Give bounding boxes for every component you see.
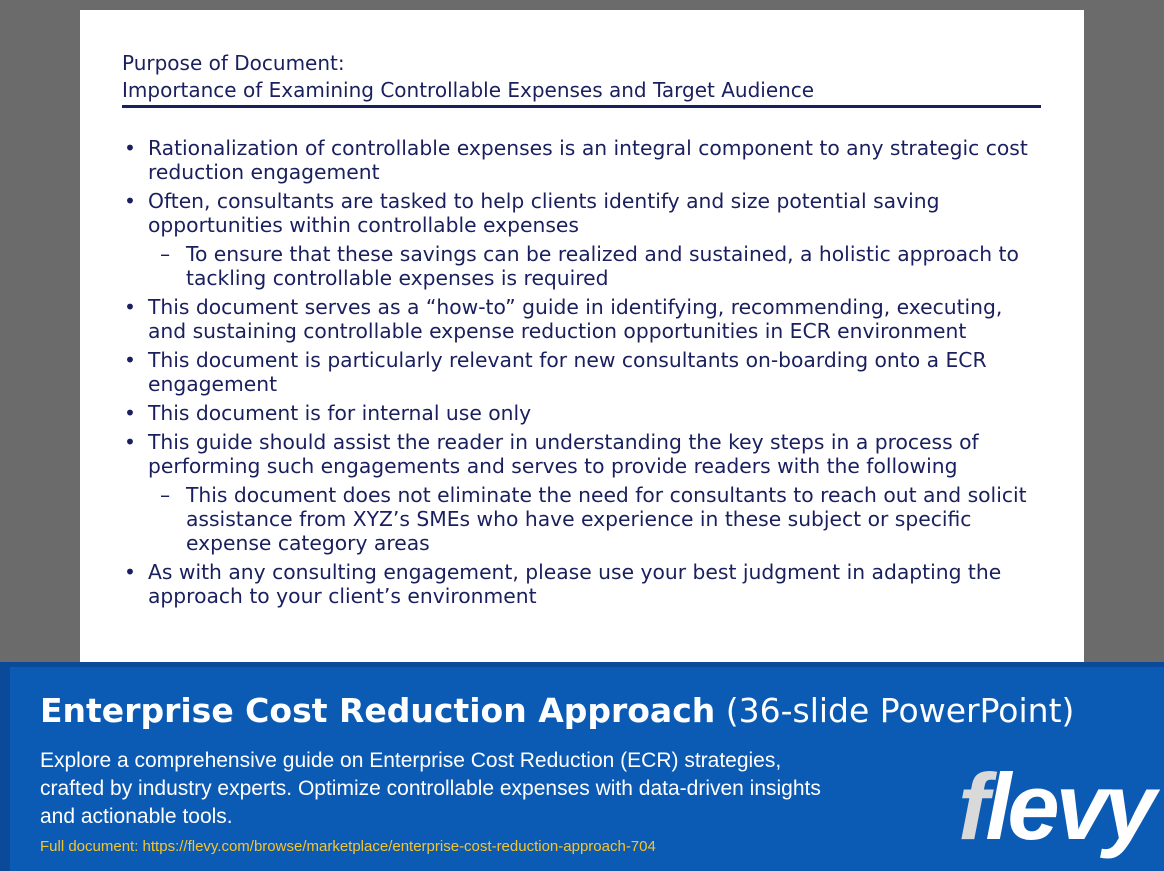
slide-title-line-2: Importance of Examining Controllable Expenses and Target Audience <box>122 78 815 102</box>
bullet-item: • This guide should assist the reader in understanding the key steps in a process of performing such engagements and serves to provide readers with the following <box>122 430 1042 478</box>
logo-letter-f: f <box>958 754 986 859</box>
bullet-item: • Often, consultants are tasked to help clients identify and size potential saving opportunities within controllable expenses <box>122 189 1042 237</box>
sub-bullet-item: – This document does not eliminate the need for consultants to reach out and solicit assistance from XYZ’s SMEs who have experience in these subject or specific expense category areas <box>122 483 1042 555</box>
banner-title-main: Enterprise Cost Reduction Approach <box>40 691 716 730</box>
bullet-item: • This document serves as a “how-to” guide in identifying, recommending, executing, and sustaining controllable expense reduction opportunities in ECR environment <box>122 295 1042 343</box>
logo-letters-rest: levy <box>985 754 1153 859</box>
bullet-item: • This document is for internal use only <box>122 401 1042 425</box>
bullet-item: • Rationalization of controllable expenses is an integral component to any strategic cost reduction engagement <box>122 136 1042 184</box>
banner-title <box>40 690 1074 732</box>
document-link[interactable]: Full document: https://flevy.com/browse/marketplace/enterprise-cost-reduction-approach-704 <box>40 838 656 855</box>
bullet-list <box>122 136 1042 613</box>
banner-title-subtitle: (36-slide PowerPoint) <box>725 691 1075 730</box>
bullet-item: • This document is particularly relevant for new consultants on-boarding onto a ECR engagement <box>122 348 1042 396</box>
sub-bullet-item: – To ensure that these savings can be realized and sustained, a holistic approach to tackling controllable expenses is required <box>122 242 1042 290</box>
banner-top-edge <box>0 662 1164 667</box>
slide-title <box>122 50 814 104</box>
banner-description: Explore a comprehensive guide on Enterprise Cost Reduction (ECR) strategies, crafted by industry experts. Optimize controllable expenses with data-driven insights and actionable tools. <box>40 749 821 828</box>
bullet-item: • As with any consulting engagement, please use your best judgment in adapting the approach to your client’s environment <box>122 560 1042 608</box>
banner-side-edge <box>0 662 10 871</box>
title-divider <box>122 105 1041 108</box>
slide <box>80 10 1084 662</box>
flevy-logo[interactable] <box>958 754 1153 859</box>
promo-banner <box>0 662 1164 871</box>
slide-title-line-1: Purpose of Document: <box>122 51 345 75</box>
